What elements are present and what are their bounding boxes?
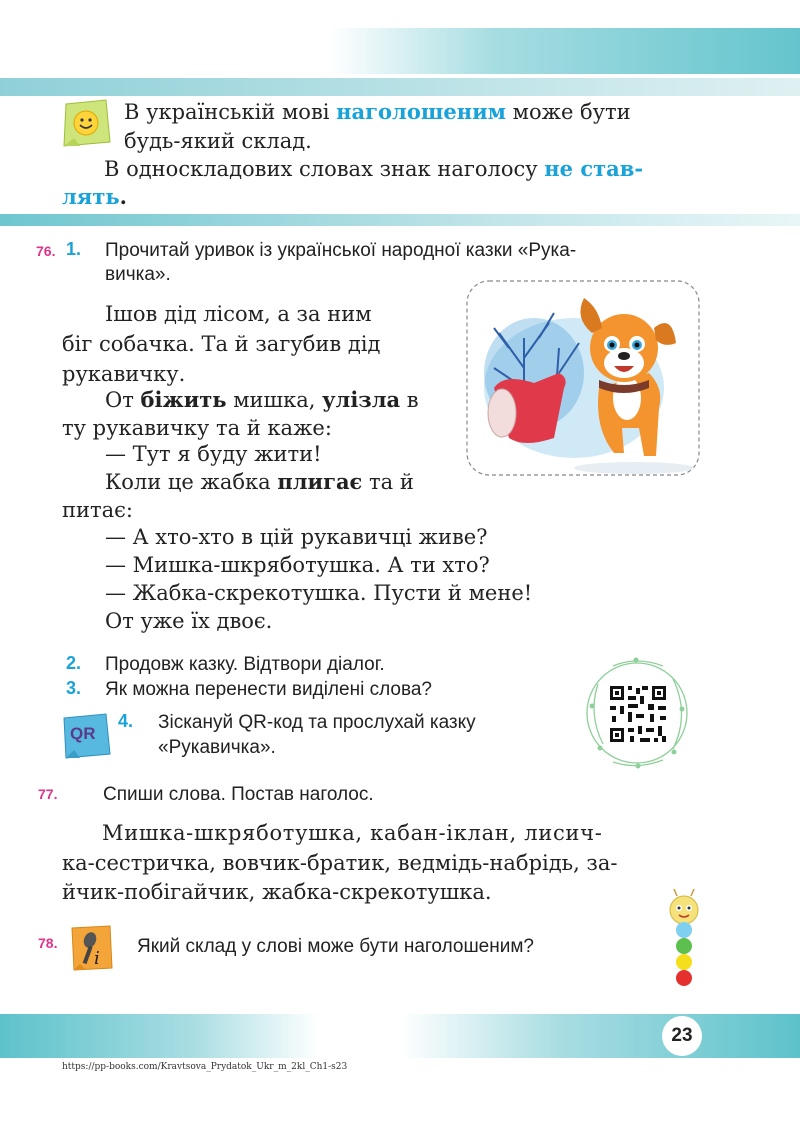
- story-line: От уже їх двоє.: [105, 609, 273, 633]
- story-line: — Тут я буду жити!: [105, 442, 322, 466]
- microphone-icon: [68, 924, 114, 972]
- task-78-instruction: Який склад у слові може бути наголошеним?: [137, 936, 534, 957]
- story-line: — Жабка-скрекотушка. Пусти й мене!: [105, 581, 533, 605]
- task-77-line-2: ка-сестричка, вовчик-братик, ведмідь-набрідь, за-: [62, 851, 618, 875]
- task-77-line-1: Мишка-шкряботушка, кабан-іклан, лисич-: [102, 821, 603, 845]
- highlighted-word: плигає: [277, 469, 363, 494]
- rule-keyword-stressed: наголошеним: [336, 99, 506, 124]
- dog-mitten-illustration: [464, 278, 702, 478]
- story-line: От біжить мишка, улізла в: [105, 387, 419, 412]
- rule-top-band: [0, 78, 800, 96]
- task-76-sub4-line1: Зіскануй QR-код та прослухай казку: [158, 712, 476, 733]
- story-line: — Мишка-шкряботушка. А ти хто?: [105, 553, 490, 577]
- story-line: рукавичку.: [62, 362, 186, 386]
- task-76-sub4-number: 4.: [118, 711, 134, 731]
- story-line: біг собачка. Та й загубив дід: [62, 332, 381, 356]
- story-line: Ішов дід лісом, а за ним: [105, 302, 372, 326]
- rule-line-1: В українській мові наголошеним може бути: [124, 99, 631, 124]
- highlighted-word: біжить: [140, 387, 227, 412]
- source-url[interactable]: https://pp-books.com/Kravtsova_Prydatok_Ukr_m_2kl_Ch1-s23: [62, 1062, 348, 1072]
- caterpillar-icon: [664, 888, 704, 992]
- task-76-sub3: Як можна перенести виділені слова?: [105, 679, 432, 700]
- task-78-number: 78.: [38, 935, 58, 951]
- task-76-sub2-number: 2.: [66, 653, 82, 673]
- highlighted-word: улізла: [322, 387, 401, 412]
- page-number: 23: [671, 1025, 693, 1046]
- rule-bottom-band: [0, 214, 800, 226]
- rule-line-2: будь-який склад.: [124, 129, 312, 153]
- page-number-badge: [662, 1016, 702, 1056]
- task-76-sub3-number: 3.: [66, 678, 82, 698]
- qr-badge-icon: [60, 712, 112, 760]
- footer-band-right: [400, 1014, 800, 1058]
- story-line: — А хто-хто в цій рукавичці живе?: [105, 525, 488, 549]
- task-76-sub1-line1: Прочитай уривок із української народної казки «Рука-: [105, 240, 577, 261]
- task-76-sub4-line2: «Рукавичка».: [158, 737, 276, 758]
- footer-band-left: [0, 1014, 320, 1058]
- svg-text:i: i: [94, 948, 100, 969]
- story-line: Коли це жабка плигає та й: [105, 469, 414, 494]
- task-76-sub1-line2: вичка».: [105, 264, 171, 285]
- rule-keyword-not-placed: не став-: [544, 156, 644, 181]
- rule-line-3: В односкладових словах знак наголосу не став-: [104, 156, 644, 181]
- qr-code[interactable]: [578, 654, 696, 772]
- task-77-line-3: йчик-побігайчик, жабка-скрекотушка.: [62, 880, 492, 904]
- qr-badge-label: QR: [70, 724, 96, 743]
- task-76-sub1-number: 1.: [66, 239, 82, 259]
- smiley-note-icon: [60, 98, 112, 148]
- task-76-sub2: Продовж казку. Відтвори діалог.: [105, 654, 385, 675]
- rule-line-4: лять.: [62, 184, 127, 209]
- story-line: питає:: [62, 498, 133, 522]
- task-77-instruction: Спиши слова. Постав наголос.: [103, 784, 374, 805]
- header-band: [330, 28, 800, 74]
- task-76-number: 76.: [36, 243, 56, 259]
- task-77-number: 77.: [38, 786, 58, 802]
- story-line: ту рукавичку та й каже:: [62, 416, 332, 440]
